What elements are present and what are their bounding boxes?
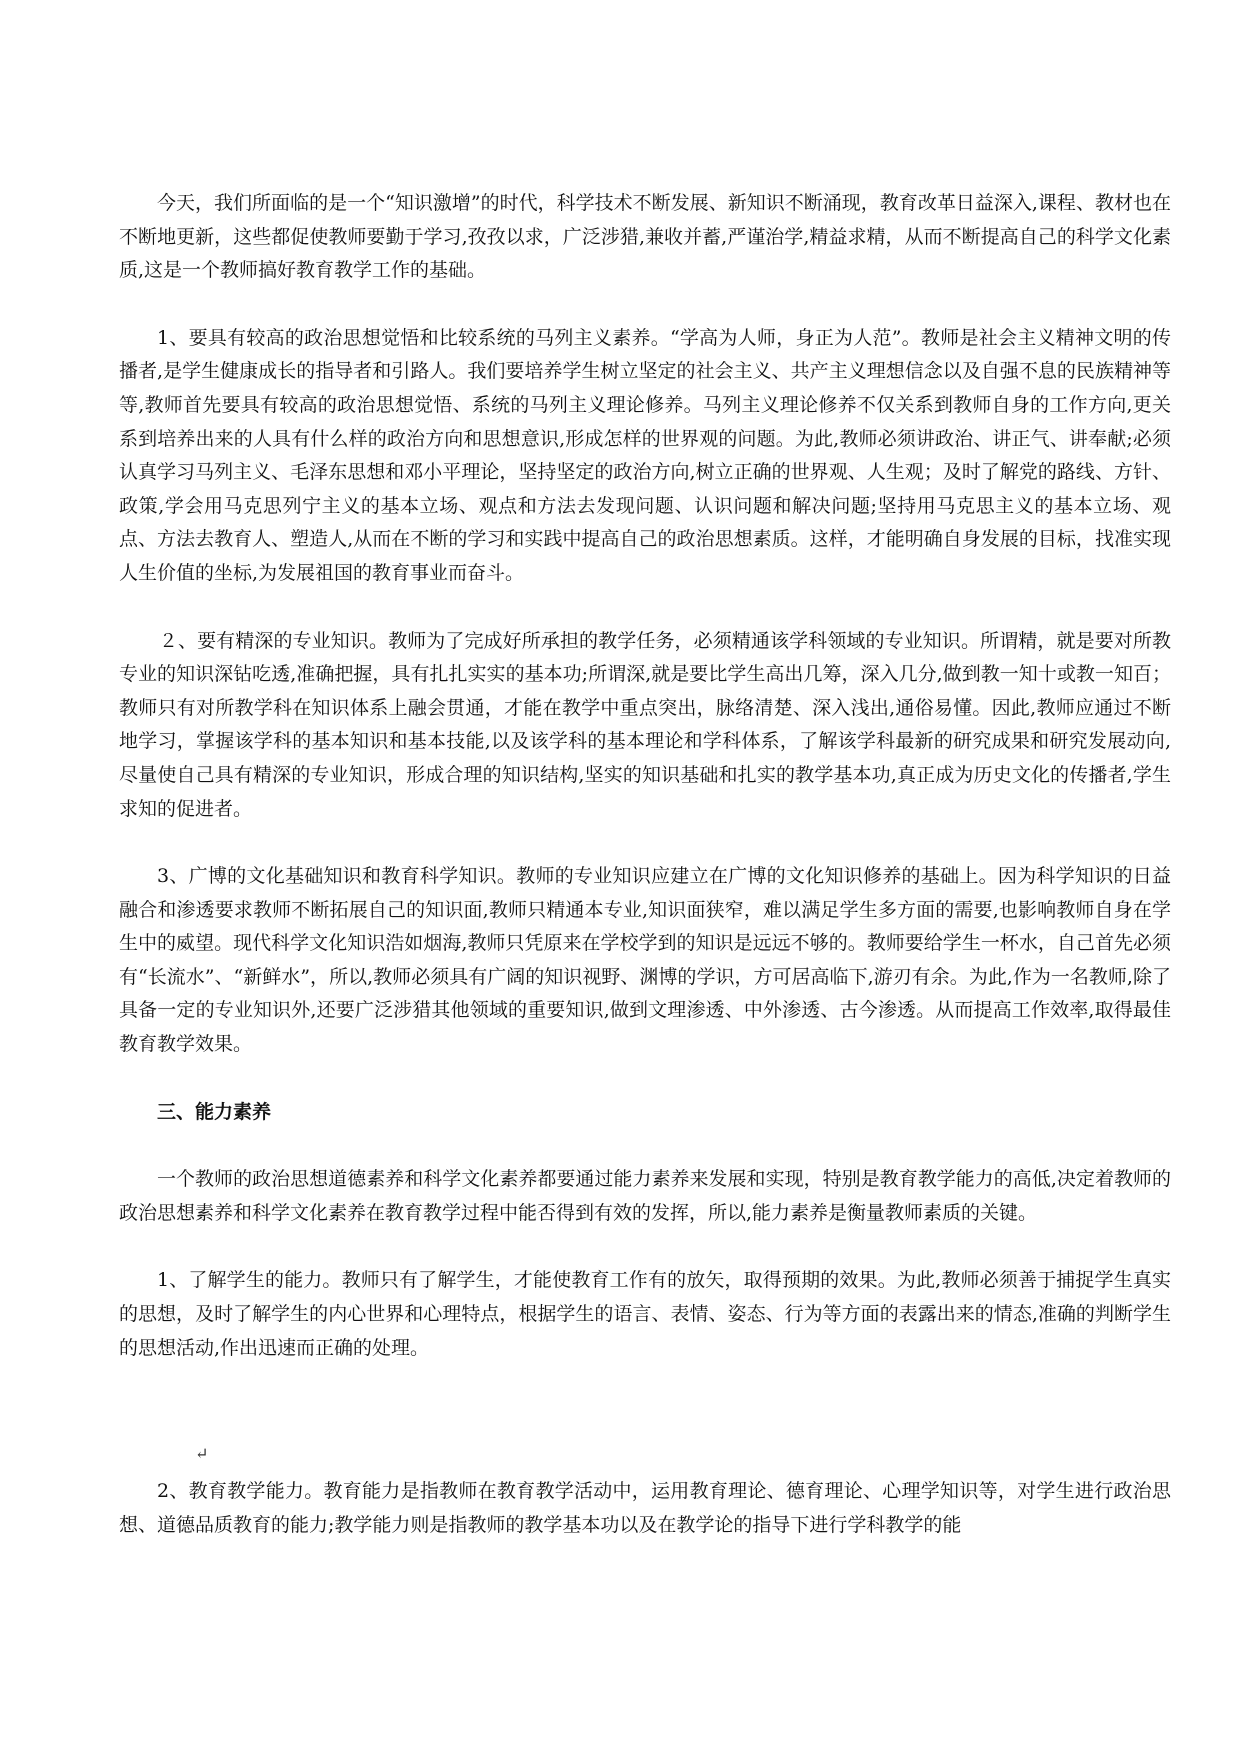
paragraph-item-2: ２、要有精深的专业知识。教师为了完成好所承担的教学任务，必须精通该学科领域的专业知识。所谓精，就是要对所教专业的知识深钻吃透,准确把握，具有扎扎实实的基本功;所谓深,就是要比学生高出几筹，深入几分,做到教一知十或教一知百；教师只有对所教学科在知识体系上融会贯通，才能在教学中重点突出，脉络清楚、深入浅出,通俗易懂。因此,教师应通过不断地学习，掌握该学科的基本知识和基本技能,以及该学科的基本理论和学科体系，了解该学科最新的研究成果和研究发展动向,尽量使自己具有精深的专业知识，形成合理的知识结构,坚实的知识基础和扎实的教学基本功,真正成为历史文化的传播者,学生求知的促进者。 bbox=[119, 629, 1171, 820]
paragraph-ability-intro: 一个教师的政治思想道德素养和科学文化素养都要通过能力素养来发展和实现，特别是教育教学能力的高低,决定着教师的政治思想素养和科学文化素养在教育教学过程中能否得到有效的发挥，所以,能力素养是衡量教师素质的关键。 bbox=[119, 1168, 1171, 1224]
paragraph-intro: 今天，我们所面临的是一个“知识激增”的时代，科学技术不断发展、新知识不断涌现，教育改革日益深入,课程、教材也在不断地更新，这些都促使教师要勤于学习,孜孜以求，广泛涉猎,兼收并蓄,严谨治学,精益求精，从而不断提高自己的科学文化素质,这是一个教师搞好教育教学工作的基础。 bbox=[119, 192, 1171, 282]
document-body bbox=[119, 187, 1171, 1542]
paragraph-item-1: 1、要具有较高的政治思想觉悟和比较系统的马列主义素养。“学高为人师，身正为人范”。教师是社会主义精神文明的传播者,是学生健康成长的指导者和引路人。我们要培养学生树立坚定的社会主义、共产主义理想信念以及自强不息的民族精神等等,教师首先要具有较高的政治思想觉悟、系统的马列主义理论修养。马列主义理论修养不仅关系到教师自身的工作方向,更关系到培养出来的人具有什么样的政治方向和思想意识,形成怎样的世界观的问题。为此,教师必须讲政治、讲正气、讲奉献;必须认真学习马列主义、毛泽东思想和邓小平理论，坚持坚定的政治方向,树立正确的世界观、人生观；及时了解党的路线、方针、政策,学会用马克思列宁主义的基本立场、观点和方法去发现问题、认识问题和解决问题;坚持用马克思主义的基本立场、观点、方法去教育人、塑造人,从而在不断的学习和实践中提高自己的政治思想素质。这样，才能明确自身发展的目标，找准实现人生价值的坐标,为发展祖国的教育事业而奋斗。 bbox=[119, 326, 1171, 584]
paragraph-item-3: 3、广博的文化基础知识和教育科学知识。教师的专业知识应建立在广博的文化知识修养的基础上。因为科学知识的日益融合和渗透要求教师不断拓展自己的知识面,教师只精通本专业,知识面狭窄，难以满足学生多方面的需要,也影响教师自身在学生中的威望。现代科学文化知识浩如烟海,教师只凭原来在学校学到的知识是远远不够的。教师要给学生一杯水，自己首先必须有“长流水”、“新鲜水”，所以,教师必须具有广阔的知识视野、渊博的学识，方可居高临下,游刃有余。为此,作为一名教师,除了具备一定的专业知识外,还要广泛涉猎其他领域的重要知识,做到文理渗透、中外渗透、古今渗透。从而提高工作效率,取得最佳教育教学效果。 bbox=[119, 865, 1171, 1056]
paragraph-ability-1: 1、了解学生的能力。教师只有了解学生，才能使教育工作有的放矢，取得预期的效果。为此,教师必须善于捕捉学生真实的思想，及时了解学生的内心世界和心理特点，根据学生的语言、表情、姿态、行为等方面的表露出来的情态,准确的判断学生的思想活动,作出迅速而正确的处理。 bbox=[119, 1269, 1171, 1359]
paragraph-ability-2: 2、教育教学能力。教育能力是指教师在教育教学活动中，运用教育理论、德育理论、心理学知识等，对学生进行政治思想、道德品质教育的能力;教学能力则是指教师的教学基本功以及在教学论的指导下进行学科教学的能 bbox=[119, 1480, 1171, 1536]
paragraph-return-mark: ↵ bbox=[195, 1444, 209, 1464]
section-heading-ability: 三、能力素养 bbox=[157, 1100, 272, 1123]
blank-gap bbox=[119, 1399, 1171, 1439]
